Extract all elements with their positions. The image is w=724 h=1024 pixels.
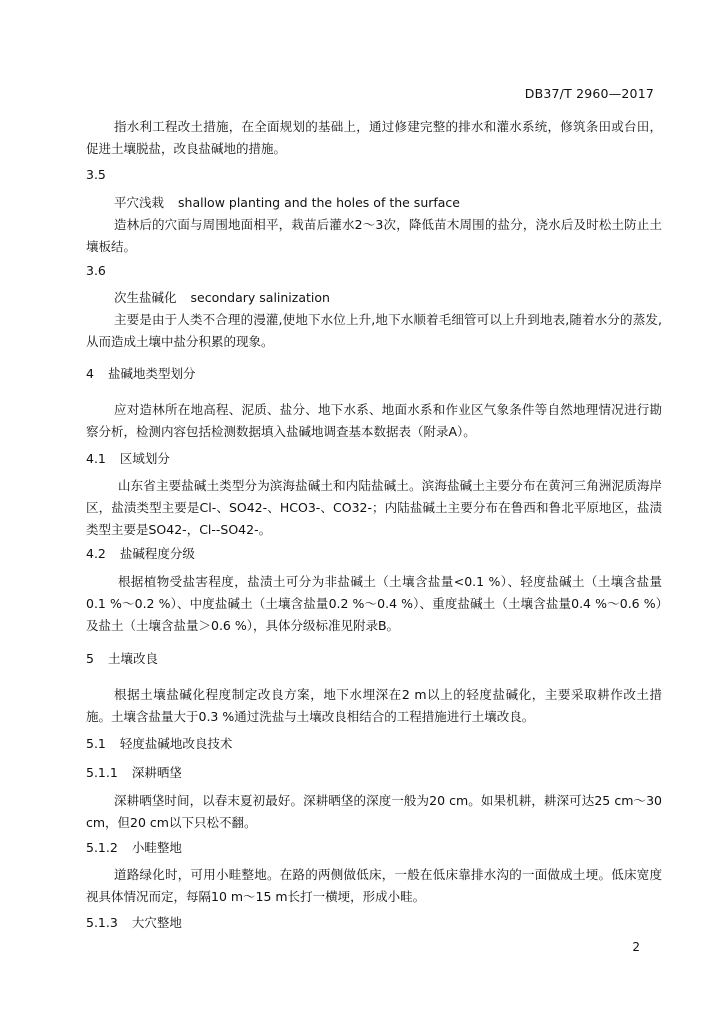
body-paragraph: 根据植物受盐害程度，盐渍土可分为非盐碱土（土壤含盐量<0.1 %）、轻度盐碱土（土壤含盐量0.1 %～0.2 %）、中度盐碱土（土壤含盐量0.2 %～0.4 %）、重度盐碱土（土壤含盐量0.4 %～0.6 %）及盐土（土壤含盐量＞0.6 %），具体分级标准见附录B。 <box>86 574 662 633</box>
section-heading <box>86 837 662 859</box>
section-4-2-heading <box>86 543 662 565</box>
heading-title: 土壤改良 <box>107 651 158 666</box>
term-3-6 <box>86 287 662 353</box>
term-zh: 平穴浅栽 <box>114 195 165 210</box>
section-heading <box>86 762 662 784</box>
section-number: 3.5 <box>86 167 106 182</box>
section-number: 3.6 <box>86 263 106 278</box>
intro-paragraph: 指水利工程改土措施，在全面规划的基础上，通过修建完整的排水和灌水系统，修筑条田或台田，促进土壤脱盐，改良盐碱地的措施。 <box>86 119 662 156</box>
section-5-1-1-heading <box>86 762 662 784</box>
section-5-1-3-heading <box>86 912 662 934</box>
heading-number: 5 <box>86 651 94 666</box>
section-3-6 <box>86 260 662 282</box>
heading-number: 4.2 <box>86 546 106 561</box>
section-5-body <box>86 684 662 728</box>
heading-title: 小畦整地 <box>131 840 182 855</box>
intro-block <box>86 116 662 160</box>
heading-title: 深耕晒垡 <box>131 765 182 780</box>
section-5-1-heading <box>86 733 662 755</box>
section-5-1-2-body <box>86 864 662 908</box>
term-line <box>86 192 662 214</box>
heading-number: 5.1.1 <box>86 765 118 780</box>
section-4-body <box>86 399 662 443</box>
page-number: 2 <box>632 940 640 954</box>
body-paragraph: 根据土壤盐碱化程度制定改良方案，地下水埋深在2 m以上的轻度盐碱化，主要采取耕作改土措施。土壤含盐量大于0.3 %通过洗盐与土壤改良相结合的工程措施进行土壤改良。 <box>86 687 662 724</box>
section-4-2-body <box>86 571 662 637</box>
section-5-1-1-body <box>86 790 662 834</box>
heading-title: 盐碱地类型划分 <box>107 366 196 381</box>
body-paragraph: 深耕晒垡时间，以春末夏初最好。深耕晒垡的深度一般为20 cm。如果机耕，耕深可达25 cm～30 cm，但20 cm以下只松不翻。 <box>86 793 662 830</box>
heading-title: 轻度盐碱地改良技术 <box>119 736 233 751</box>
section-4-1-heading <box>86 448 662 470</box>
body-paragraph: 山东省主要盐碱土类型分为滨海盐碱土和内陆盐碱土。滨海盐碱土主要分布在黄河三角洲泥质海岸区，盐渍类型主要是Cl-、SO42-、HCO3-、CO32-；内陆盐碱土主要分布在鲁西和鲁北平原地区，盐渍类型主要是SO42-，Cl--SO42-。 <box>86 478 662 537</box>
term-zh: 次生盐碱化 <box>114 290 177 305</box>
term-en: shallow planting and the holes of the surface <box>178 195 460 210</box>
term-en: secondary salinization <box>190 290 330 305</box>
section-5-1-2-heading <box>86 837 662 859</box>
section-4-1-body <box>86 475 662 541</box>
heading-number: 4 <box>86 366 94 381</box>
term-definition: 造林后的穴面与周围地面相平，栽苗后灌水2～3次，降低苗木周围的盐分，浇水后及时松土防止土壤板结。 <box>86 217 662 254</box>
section-heading <box>86 912 662 934</box>
heading-number: 5.1 <box>86 736 106 751</box>
term-3-5 <box>86 192 662 258</box>
section-heading <box>86 363 662 385</box>
heading-number: 4.1 <box>86 451 106 466</box>
body-paragraph: 道路绿化时，可用小畦整地。在路的两侧做低床，一般在低床靠排水沟的一面做成土埂。低床宽度视具体情况而定，每隔10 m～15 m长打一横埂，形成小畦。 <box>86 867 662 904</box>
heading-title: 大穴整地 <box>131 915 182 930</box>
standard-code: DB37/T 2960—2017 <box>524 86 654 101</box>
section-heading <box>86 648 662 670</box>
term-line <box>86 287 662 309</box>
heading-number: 5.1.3 <box>86 915 118 930</box>
heading-title: 区域划分 <box>119 451 170 466</box>
section-heading <box>86 448 662 470</box>
section-5-heading <box>86 648 662 670</box>
heading-number: 5.1.2 <box>86 840 118 855</box>
section-3-5 <box>86 164 662 186</box>
term-definition: 主要是由于人类不合理的漫灌,使地下水位上升,地下水顺着毛细管可以上升到地表,随着水分的蒸发,从而造成土壤中盐分积累的现象。 <box>86 312 662 349</box>
section-heading <box>86 543 662 565</box>
body-paragraph: 应对造林所在地高程、泥质、盐分、地下水系、地面水系和作业区气象条件等自然地理情况进行勘察分析，检测内容包括检测数据填入盐碱地调查基本数据表（附录A）。 <box>86 402 662 439</box>
section-heading <box>86 733 662 755</box>
section-4-heading <box>86 363 662 385</box>
heading-title: 盐碱程度分级 <box>119 546 195 561</box>
